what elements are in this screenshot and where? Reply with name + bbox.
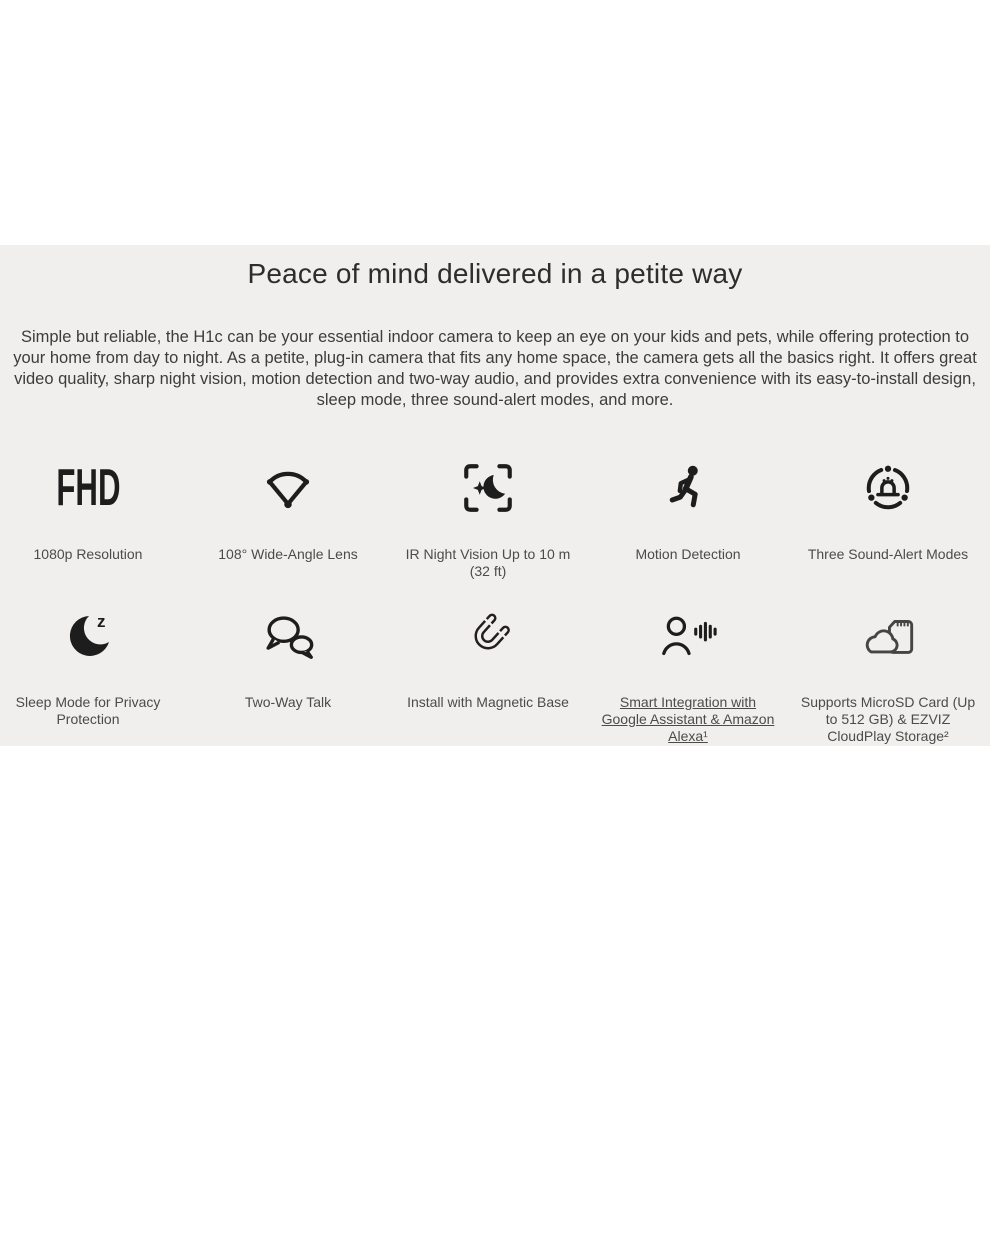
fhd-badge — [35, 456, 142, 520]
feature-section — [0, 245, 990, 746]
night-vision-icon — [459, 456, 517, 520]
magnetic-base-icon — [462, 604, 514, 668]
feature-grid — [0, 456, 988, 745]
section-title: Peace of mind delivered in a petite way — [247, 258, 743, 289]
wide-angle-lens-icon — [258, 456, 318, 520]
feature-label: Sleep Mode for Privacy Protection — [15, 694, 161, 727]
feature-label: Install with Magnetic Base — [407, 694, 569, 710]
feature-label: Three Sound-Alert Modes — [807, 546, 969, 562]
feature-label: Supports MicroSD Card (Up to 512 GB) & EZVIZ CloudPlay Storage² — [800, 694, 976, 744]
feature-label: IR Night Vision Up to 10 m (32 ft) — [405, 546, 571, 579]
feature-night-vision — [388, 456, 588, 580]
feature-label: Motion Detection — [635, 546, 741, 562]
sound-alert-icon — [860, 456, 916, 520]
feature-label: 1080p Resolution — [33, 546, 143, 562]
smart-integration-icon — [658, 604, 718, 668]
feature-1080p — [0, 456, 188, 580]
fhd-text: FHD — [55, 459, 121, 517]
feature-wide-angle — [188, 456, 388, 580]
feature-label: 108° Wide-Angle Lens — [218, 546, 358, 562]
sleep-mode-icon — [62, 604, 114, 668]
feature-sleep-mode — [0, 604, 188, 745]
smart-integration-link[interactable]: Smart Integration with Google Assistant & Amazon Alexa¹ — [601, 694, 775, 744]
feature-two-way-talk — [188, 604, 388, 745]
feature-motion-detection — [588, 456, 788, 580]
feature-label: Two-Way Talk — [244, 694, 332, 710]
svg-text:z: z — [97, 612, 106, 631]
feature-sound-alert — [788, 456, 988, 580]
feature-storage — [788, 604, 988, 745]
section-description: Simple but reliable, the H1c can be your essential indoor camera to keep an eye on your kids and pets, while offering protection to your home from day to night. As a petite, plug-in camera that fits any home space, the camera gets all the basics right. It offers great video quality, sharp night vision, motion detection and two-way audio, and provides extra convenience with its easy-to-install design, sleep mode, three sound-alert modes, and more. — [13, 328, 977, 409]
feature-magnetic-base — [388, 604, 588, 745]
feature-smart-integration — [588, 604, 788, 745]
two-way-talk-icon — [259, 604, 317, 668]
microsd-cloud-icon — [859, 604, 917, 668]
motion-detection-icon — [665, 456, 711, 520]
